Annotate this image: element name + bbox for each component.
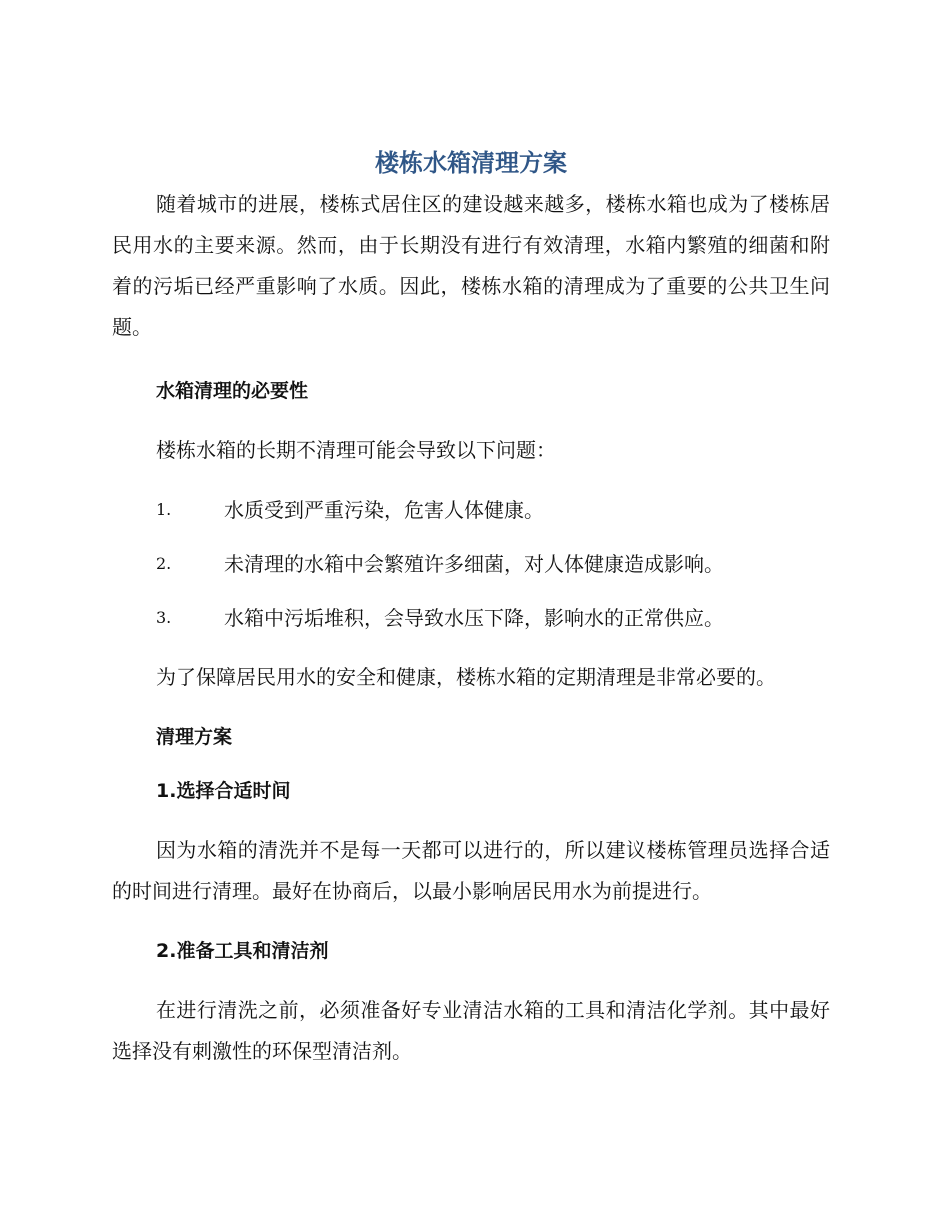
intro-paragraph: 随着城市的进展，楼栋式居住区的建设越来越多，楼栋水箱也成为了楼栋居民用水的主要来源。然而，由于长期没有进行有效清理，水箱内繁殖的细菌和附着的污垢已经严重影响了水质。因此，楼栋水箱的清理成为了重要的公共卫生问题。 [112,192,830,339]
step-heading-time: 1.选择合适时间 [156,780,291,802]
list-item-text: 未清理的水箱中会繁殖许多细菌，对人体健康造成影响。 [224,552,724,576]
section-heading-necessity: 水箱清理的必要性 [156,380,309,402]
list-item-number: 2. [156,554,172,573]
list-item [112,495,830,525]
section-heading-plan: 清理方案 [156,726,233,748]
list-item-text: 水箱中污垢堆积，会导致水压下降，影响水的正常供应。 [224,606,724,630]
list-item [112,549,830,579]
document-title: 楼栋水箱清理方案 [375,149,567,177]
necessity-lead-paragraph: 楼栋水箱的长期不清理可能会导致以下问题： [156,438,556,462]
document-page [112,146,830,1072]
list-item-number: 3. [156,608,172,627]
list-item-text: 水质受到严重污染，危害人体健康。 [224,498,544,522]
step-heading-tools: 2.准备工具和清洁剂 [156,940,329,962]
step-tools-paragraph: 在进行清洗之前，必须准备好专业清洁水箱的工具和清洁化学剂。其中最好选择没有刺激性的环保型清洁剂。 [112,998,830,1063]
step-time-paragraph: 因为水箱的清洗并不是每一天都可以进行的，所以建议楼栋管理员选择合适的时间进行清理。最好在协商后，以最小影响居民用水为前提进行。 [112,838,830,903]
list-item-number: 1. [156,500,172,519]
list-item [112,603,830,633]
necessity-conclusion-paragraph: 为了保障居民用水的安全和健康，楼栋水箱的定期清理是非常必要的。 [156,665,776,689]
